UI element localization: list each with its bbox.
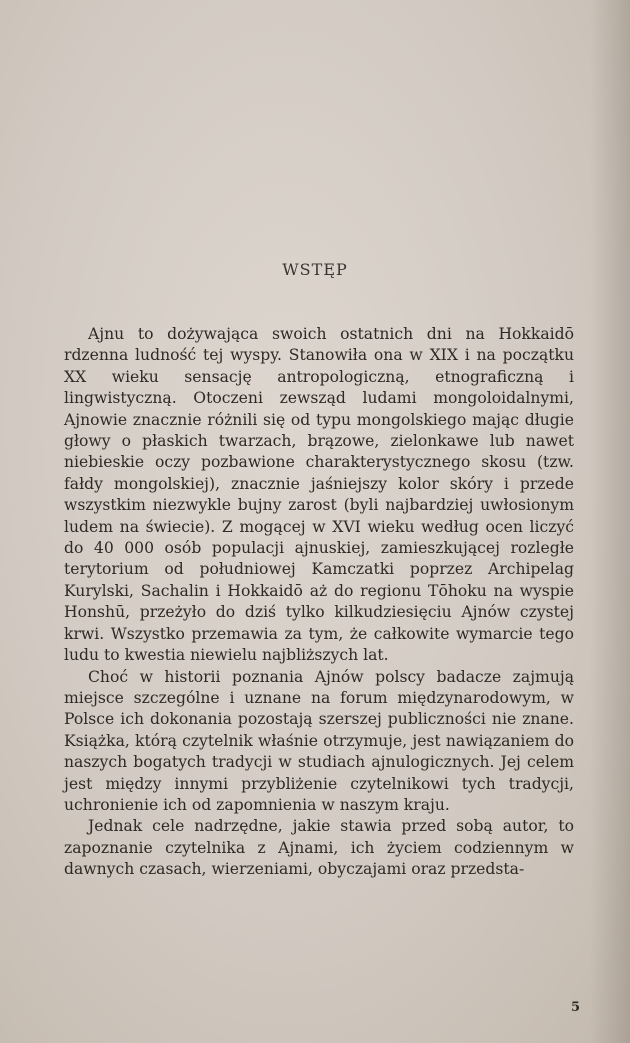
paragraph-1: Ajnu to dożywająca swoich ostatnich dni na Hokkaidō rdzenna ludność tej wyspy. Stanowiła ona w XIX i na początku XX wieku sensację antropologiczną, etnograficzną i lingwistyczną. Otoczeni zewsząd ludami mongoloidalnymi, Ajnowie znacznie różnili się od typu mongolskiego mając długie głowy o płaskich twarzach, brązowe, zielonkawe lub nawet niebieskie oczy pozbawione charakterystycznego skosu (tzw. fałdy mongolskiej), znacznie jaśniejszy kolor skóry i przede wszystkim niezwykle bujny zarost (byli najbardziej uwłosionym ludem na świecie). Z mogącej w XVI wieku według ocen liczyć do 40 000 osób populacji ajnuskiej, zamieszkującej rozległe terytorium od południowej Kamczatki poprzez Archipelag Kurylski, Sachalin i Hokkaidō aż do regionu Tōhoku na wyspie Honshū, przeżyło do dziś tylko kilkudziesięciu Ajnów czystej krwi. Wszystko przemawia za tym, że całkowite wymarcie tego ludu to kwestia niewielu najbliższych lat. (64, 325, 574, 665)
chapter-heading: WSTĘP (282, 260, 348, 279)
chapter-body (64, 324, 574, 881)
page-number: 5 (571, 1000, 581, 1015)
page-edge-shadow (590, 0, 630, 1043)
paragraph-2: Choć w historii poznania Ajnów polscy badacze zajmują miejsce szczególne i uznane na forum międzynarodowym, w Polsce ich dokonania pozostają szerszej publiczności nie znane. Książka, którą czytelnik właśnie otrzymuje, jest nawiązaniem do naszych bogatych tradycji w studiach ajnulogicznych. Jej celem jest między innymi przybliżenie czytelnikowi tych tradycji, uchronienie ich od zapomnienia w naszym kraju. (64, 667, 574, 814)
paragraph-3: Jednak cele nadrzędne, jakie stawia przed sobą autor, to zapoznanie czytelnika z Ajnami, ich życiem codziennym w dawnych czasach, wierzeniami, obyczajami oraz przedsta- (64, 817, 574, 879)
